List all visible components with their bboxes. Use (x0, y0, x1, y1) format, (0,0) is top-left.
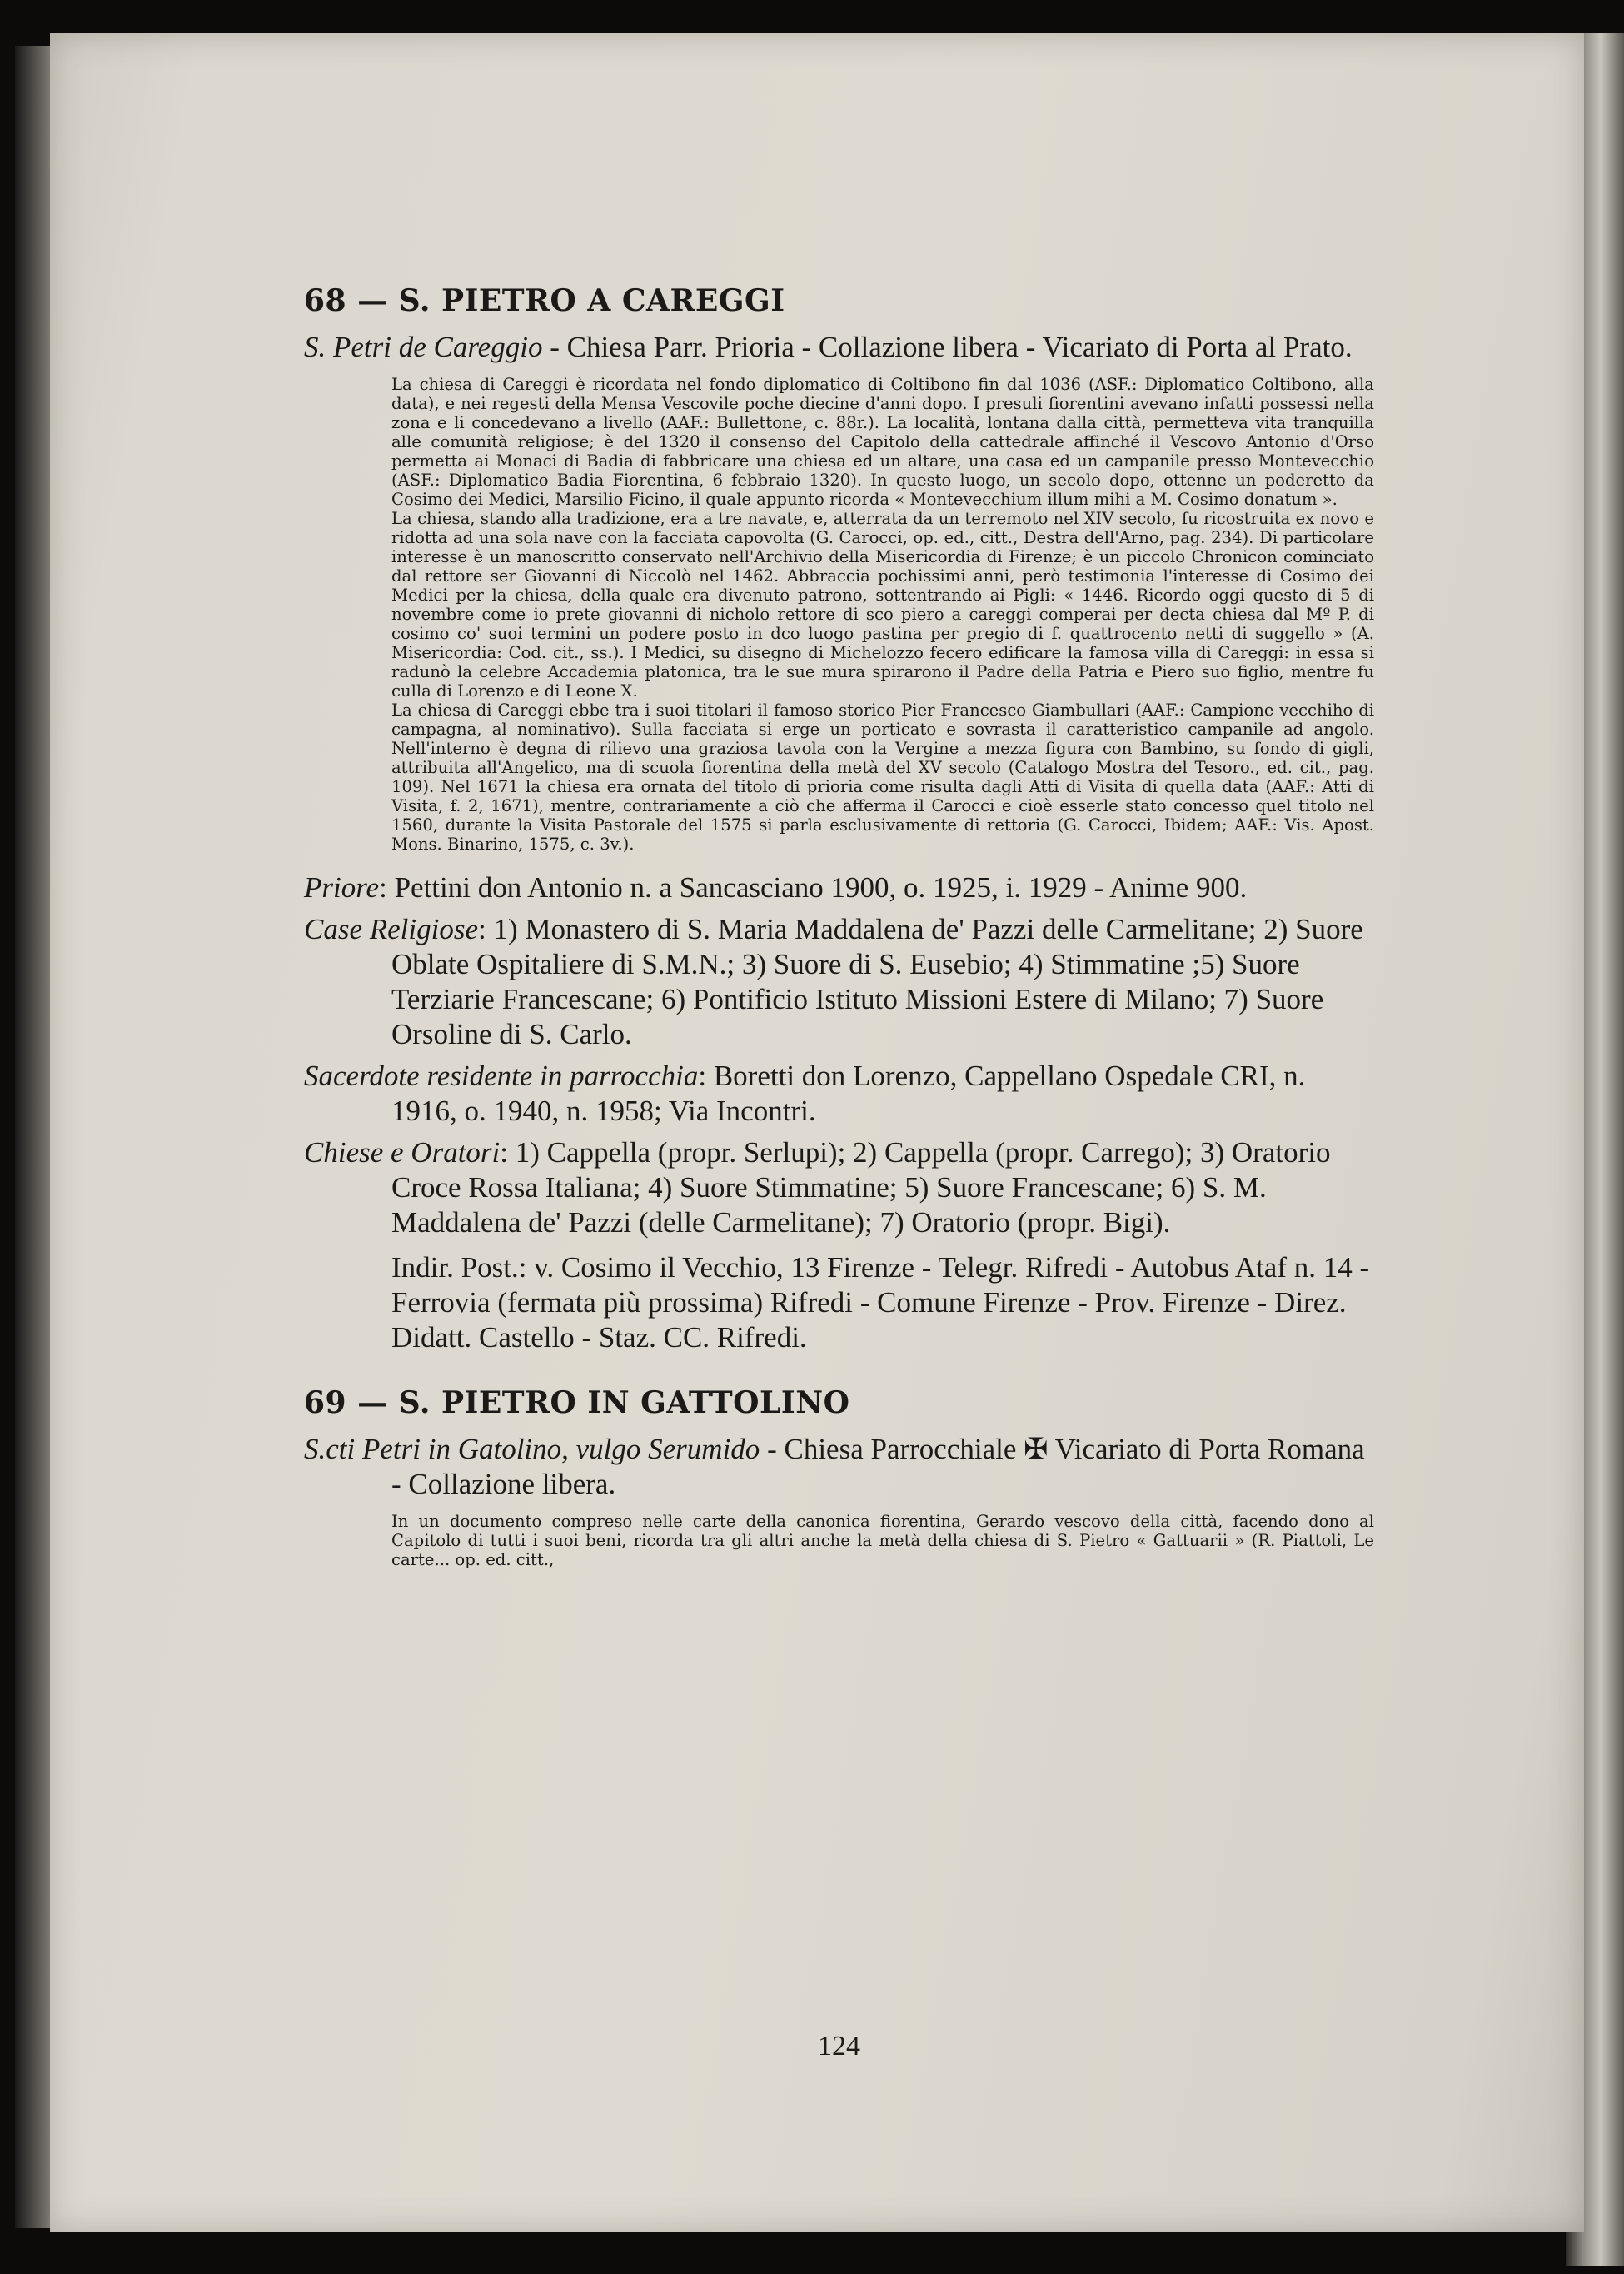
chiese-oratori-label: Chiese e Oratori (304, 1136, 501, 1169)
page-number: 124 (818, 2031, 860, 2062)
case-religiose-label: Case Religiose (304, 913, 478, 945)
priore-text: : Pettini don Antonio n. a Sancasciano 1900, o. 1925, i. 1929 - Anime 900. (379, 871, 1248, 904)
entry-68-description: - Chiesa Parr. Prioria - Collazione libera - Vicariato di Porta al Prato. (542, 331, 1353, 363)
entry-68-priore (304, 870, 1374, 905)
entry-69-description: - Chiesa Parrocchiale ✠ Vicariato di Porta Romana - Collazione libera. (391, 1433, 1365, 1500)
entry-68-heading: 68 — S. PIETRO A CAREGGI (304, 283, 785, 318)
sacerdote-text: : Boretti don Lorenzo, Cappellano Ospedale CRI, n. 1916, o. 1940, n. 1958; Via Incontri. (391, 1060, 1306, 1127)
entry-68-chiese-oratori (304, 1135, 1374, 1240)
entry-68-indirizzi: Indir. Post.: v. Cosimo il Vecchio, 13 Firenze - Telegr. Rifredi - Autobus Ataf n. 14 - Ferrovia (fermata più prossima) Rifredi - Comune Firenze - Prov. Firenze - Direz. Didatt. Castello - Staz. CC. Rifredi. (391, 1251, 1370, 1354)
entry-68-history-para-2: La chiesa, stando alla tradizione, era a tre navate, e, atterrata da un terremoto nel XIV secolo, fu ricostruita ex novo e ridotta ad una sola nave con la facciata capovolta (G. Carocci, op. ed., citt., Destra dell'Arno, pag. 234). Di particolare interesse è un manoscritto conservato nell'Archivio della Misericordia di Firenze; è un piccolo Chronicon cominciato dal rettore ser Giovanni di Niccolò nel 1462. Abbraccia pochissimi anni, però testimonia l'interesse di Cosimo dei Medici per la chiesa, della quale era divenuto patrono, sottentrando ai Pigli: « 1446. Ricordo oggi questo di 5 di novembre come io prete giovanni di nicholo rettore di sco piero a careggi comperai per decta chiesa dal Mº P. di cosimo co' suoi termini un podere posto in dco luogo pastina per pregio di f. quattrocento netti di suggello » (A. Misericordia: Cod. cit., ss.). I Medici, su disegno di Michelozzo fecero edificare la famosa villa di Careggi: in essa si radunò la celebre Accademia platonica, tra le sue mura spirarono il Padre della Patria e Piero suo figlio, mentre fu culla di Lorenzo e di Leone X. (391, 509, 1374, 701)
entry-68-history (391, 375, 1374, 854)
entry-68-title-line (304, 330, 1374, 365)
entry-68-history-para-1: La chiesa di Careggi è ricordata nel fondo diplomatico di Coltibono fin dal 1036 (ASF.: Diplomatico Coltibono, alla data), e nei regesti della Mensa Vescovile poche diecine d'anni dopo. I presuli fiorentini avevano infatti possessi nella zona e li concedevano a livello (AAF.: Bullettone, c. 88r.). La località, lontana dalla città, permetteva vita tranquilla alle comunità religiose; è del 1320 il consenso del Capitolo della cattedrale affinché il Vescovo Antonio d'Orso permetta ai Monaci di Badia di fabbricare una chiesa ed un altare, una casa ed un campanile presso Montevecchio (ASF.: Diplomatico Badia Fiorentina, 6 febbraio 1320). In questo luogo, un secolo dopo, ottenne un poderetto da Cosimo dei Medici, Marsilio Ficino, il quale appunto ricorda « Montevecchium illum mihi a M. Cosimo donatum ». (391, 375, 1374, 509)
sacerdote-label: Sacerdote residente in parrocchia (304, 1060, 699, 1092)
page-content (304, 283, 1374, 2082)
entry-69-history-para-1: In un documento compreso nelle carte della canonica fiorentina, Gerardo vescovo della città, facendo dono al Capitolo di tutti i suoi beni, ricorda tra gli altri anche la metà della chiesa di S. Pietro « Gattuarii » (R. Piattoli, Le carte... op. ed. citt., (391, 1512, 1374, 1569)
entry-69-latin-name: S.cti Petri in Gatolino, vulgo Serumido (304, 1433, 760, 1465)
priore-label: Priore (304, 871, 380, 904)
entry-69-title-line (304, 1432, 1374, 1502)
entry-68-history-para-3: La chiesa di Careggi ebbe tra i suoi titolari il famoso storico Pier Francesco Giambullari (AAF.: Campione vecchiho di campagna, al nominativo). Sulla facciata si erge un porticato e sovrasta il caratteristico campanile ad angolo. Nell'interno è degna di rilievo una graziosa tavola con la Vergine a mezza figura con Bambino, su fondo di gigli, attribuita all'Angelico, ma di scuola fiorentina della metà del XV secolo (Catalogo Mostra del Tesoro., ed. cit., pag. 109). Nel 1671 la chiesa era ornata del titolo di prioria come risulta dagli Atti di Visita di quella data (AAF.: Atti di Visita, f. 2, 1671), mentre, contrariamente a ciò che afferma il Carocci e cioè esserle stato concesso quel titolo nel 1560, durante la Visita Pastorale del 1575 si parla esclusivamente di rettoria (G. Carocci, Ibidem; AAF.: Vis. Apost. Mons. Binarino, 1575, c. 3v.). (391, 701, 1374, 854)
case-religiose-text: : 1) Monastero di S. Maria Maddalena de' Pazzi delle Carmelitane; 2) Suore Oblate Ospitaliere di S.M.N.; 3) Suore di S. Eusebio; 4) Stimmatine ;5) Suore Terziarie Francescane; 6) Pontificio Istituto Missioni Estere di Milano; 7) Suore Orsoline di S. Carlo. (391, 913, 1363, 1050)
entry-68-latin-name: S. Petri de Careggio (304, 331, 543, 363)
book-page (50, 33, 1584, 2232)
entry-69-heading: 69 — S. PIETRO IN GATTOLINO (304, 1385, 850, 1420)
entry-68-case-religiose (304, 912, 1374, 1052)
entry-68-sacerdote (304, 1059, 1374, 1129)
chiese-oratori-text: : 1) Cappella (propr. Serlupi); 2) Cappella (propr. Carrego); 3) Oratorio Croce Rossa Italiana; 4) Suore Stimmatine; 5) Suore Francescane; 6) S. M. Maddalena de' Pazzi (delle Carmelitane); 7) Oratorio (propr. Bigi). (391, 1136, 1331, 1239)
entry-69-history (391, 1512, 1374, 1569)
